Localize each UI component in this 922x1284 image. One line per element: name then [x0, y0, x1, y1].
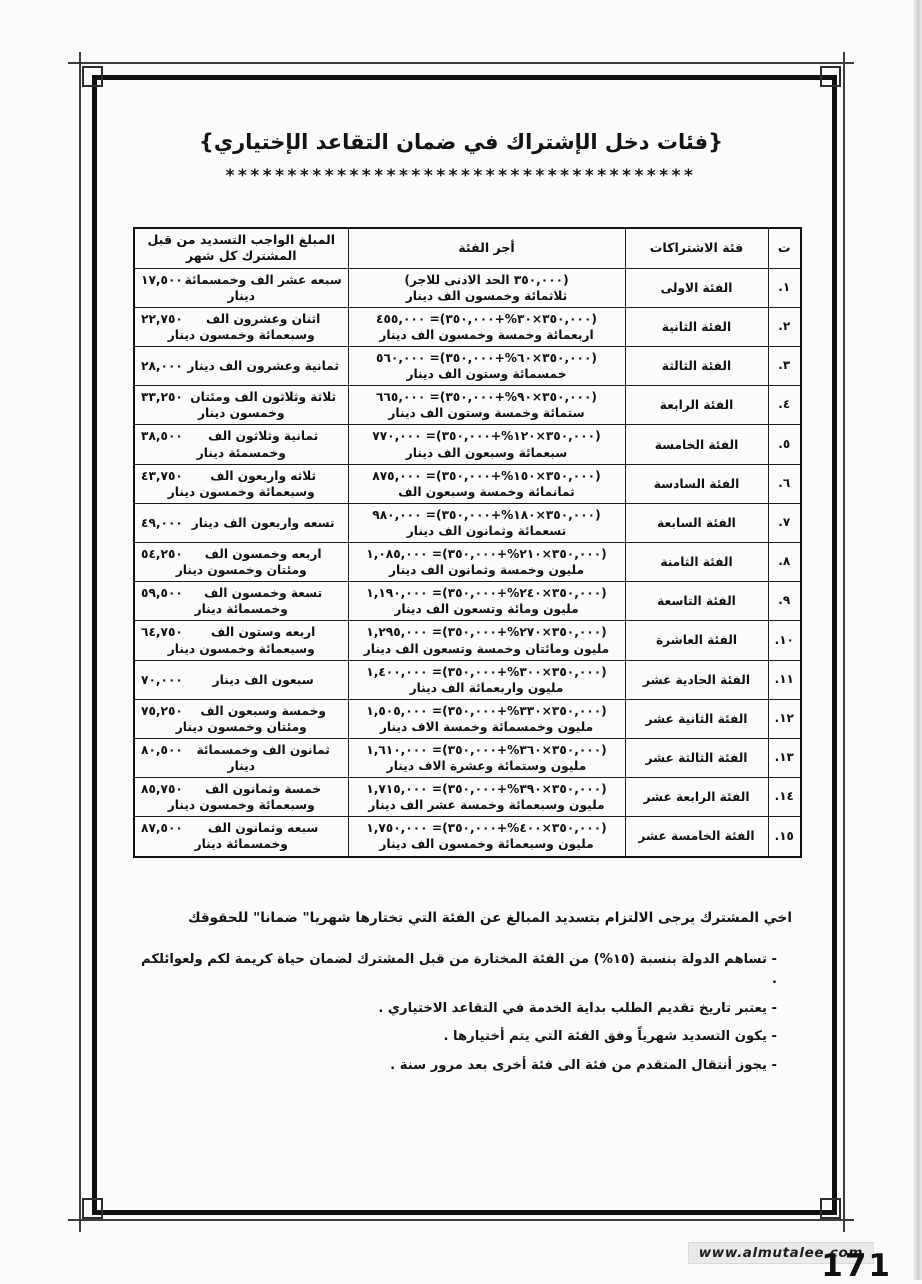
cell-row-number: .١١: [768, 660, 801, 699]
amount-value: ٣٣,٢٥٠: [141, 390, 183, 405]
note-item: - يعتبر تاريخ تقديم الطلب بداية الخدمة في التقاعد الاختياري .: [378, 1000, 777, 1016]
amount-words: ثمانون الف وخمسمائة دينار: [196, 742, 330, 774]
header-amount: المبلغ الواجب التسديد من قبل المشترك كل شهر: [134, 228, 348, 268]
border-thin-bottom-line: [68, 1219, 854, 1221]
cell-wage: [348, 307, 625, 346]
amount-value: ٤٩,٠٠٠: [141, 515, 183, 530]
cell-amount: [134, 425, 348, 464]
border-thin-left-line: [79, 52, 81, 1232]
wage-formula: (٣٥٠,٠٠٠×٣٩٠%+٣٥٠,٠٠٠)= ١,٧١٥,٠٠٠: [366, 782, 607, 797]
amount-value: ٧٠,٠٠٠: [141, 672, 183, 687]
cell-amount: [134, 543, 348, 582]
wage-words: ثمانمائة وخمسة وسبعون الف: [398, 484, 575, 499]
wage-words: مليون وسبعمائة وخمسة عشر الف دينار: [368, 798, 605, 813]
cell-row-number: .٢: [768, 307, 801, 346]
amount-value: ٢٢,٧٥٠: [141, 311, 183, 326]
table-row: [134, 425, 801, 464]
wage-formula: (٣٥٠,٠٠٠×٦٠%+٣٥٠,٠٠٠)= ٥٦٠,٠٠٠: [376, 351, 597, 366]
amount-words: سبعه عشر الف وخمسمائة دينار: [184, 272, 342, 303]
wage-formula: (٣٥٠,٠٠٠×١٥٠%+٣٥٠,٠٠٠)= ٨٧٥,٠٠٠: [372, 468, 601, 483]
amount-words: ثمانية وثلاثون الف وخمسمئة دينار: [196, 429, 319, 460]
table-row: [134, 699, 801, 738]
wage-words: مليون وخمسمائة وخمسة الاف دينار: [379, 719, 594, 734]
wage-formula: (٣٥٠,٠٠٠×٣٣٠%+٣٥٠,٠٠٠)= ١,٥٠٥,٠٠٠: [366, 703, 607, 718]
cell-wage: [348, 778, 625, 817]
cell-wage: [348, 699, 625, 738]
cell-row-number: .٤: [768, 386, 801, 425]
cell-amount: [134, 738, 348, 777]
cell-row-number: .١٤: [768, 778, 801, 817]
header-wage: أجر الفئة: [348, 228, 625, 268]
cell-category: الفئة الثالثة: [625, 347, 768, 386]
table-row: [134, 503, 801, 542]
table-row: [134, 660, 801, 699]
cell-wage: [348, 817, 625, 857]
border-corner-ornament-topright: [820, 66, 841, 87]
table-row: [134, 464, 801, 503]
cell-category: الفئة العاشرة: [625, 621, 768, 660]
cell-amount: [134, 582, 348, 621]
amount-value: ٢٨,٠٠٠: [141, 359, 183, 374]
wage-words: مليون ومائتان وخمسة وتسعون الف دينار: [363, 641, 610, 656]
table-row: [134, 817, 801, 857]
wage-formula: (٣٥٠,٠٠٠×٢١٠%+٣٥٠,٠٠٠)= ١,٠٨٥,٠٠٠: [366, 547, 607, 562]
cell-row-number: .١٣: [768, 738, 801, 777]
table-header: [134, 228, 801, 268]
cell-amount: [134, 386, 348, 425]
cell-row-number: .١٥: [768, 817, 801, 857]
table-row: [134, 386, 801, 425]
cell-category: الفئة السابعة: [625, 503, 768, 542]
table-row: [134, 738, 801, 777]
cell-wage: [348, 268, 625, 307]
header-category: فئة الاشتراكات: [625, 228, 768, 268]
wage-formula: (٣٥٠,٠٠٠×٩٠%+٣٥٠,٠٠٠)= ٦٦٥,٠٠٠: [376, 390, 597, 405]
cell-row-number: .١٢: [768, 699, 801, 738]
wage-words: تسعمائة وثمانون الف دينار: [406, 523, 567, 538]
wage-words: مليون وخمسة وثمانون الف دينار: [388, 563, 585, 578]
amount-words: ثلاثة وثلاثون الف ومئتان وخمسون دينار: [190, 390, 337, 421]
amount-value: ٣٨,٥٠٠: [141, 429, 183, 444]
table-row: [134, 543, 801, 582]
note-item: - يجوز أنتقال المتقدم من فئة الى فئة أخرى بعد مرور سنة .: [390, 1058, 777, 1074]
amount-words: سبعون الف دينار: [212, 672, 314, 687]
cell-row-number: .١: [768, 268, 801, 307]
scan-edge-shadow: [913, 0, 922, 1280]
title-asterisk-divider: **************************************: [225, 166, 697, 186]
wage-formula: (٣٥٠,٠٠٠×٣٦٠%+٣٥٠,٠٠٠)= ١,٦١٠,٠٠٠: [366, 742, 607, 757]
page-title: {فئات دخل الإشتراك في ضمان التقاعد الإختياري}: [198, 130, 724, 154]
amount-value: ٥٤,٢٥٠: [141, 547, 183, 562]
amount-words: خمسة وثمانون الف وسبعمائة وخمسون دينار: [167, 782, 322, 813]
cell-row-number: .٧: [768, 503, 801, 542]
table-row: [134, 268, 801, 307]
wage-formula: (٣٥٠,٠٠٠×٣٠%+٣٥٠,٠٠٠)= ٤٥٥,٠٠٠: [376, 311, 597, 326]
cell-amount: [134, 778, 348, 817]
wage-words: مليون وسبعمائة وخمسون الف دينار: [379, 837, 594, 852]
border-thin-top-line: [68, 62, 854, 64]
cell-wage: [348, 464, 625, 503]
amount-words: تسعة وخمسون الف وخمسمائة دينار: [194, 586, 323, 617]
table-header-row: [134, 228, 801, 268]
wage-words: ثلاثمائة وخمسون الف دينار: [405, 288, 568, 303]
wage-words: خمسمائة وستون الف دينار: [406, 367, 567, 382]
cell-category: الفئة السادسة: [625, 464, 768, 503]
cell-category: الفئة الخامسة عشر: [625, 817, 768, 857]
subscription-categories-table: [133, 227, 802, 858]
header-index: ت: [768, 228, 801, 268]
cell-amount: [134, 817, 348, 857]
cell-row-number: .٣: [768, 347, 801, 386]
wage-words: اربعمائة وخمسة وخمسون الف دينار: [379, 328, 594, 342]
amount-value: ٨٥,٧٥٠: [141, 782, 183, 797]
wage-words: مليون وستمائة وعشرة الاف دينار: [386, 759, 587, 774]
wage-formula: (٣٥٠,٠٠٠ الحد الادنى للاجر): [404, 272, 569, 287]
cell-row-number: .٦: [768, 464, 801, 503]
cell-amount: [134, 503, 348, 542]
cell-amount: [134, 621, 348, 660]
table-row: [134, 582, 801, 621]
cell-row-number: .١٠: [768, 621, 801, 660]
cell-wage: [348, 386, 625, 425]
note-item: - يكون التسديد شهرياً وفق الفئة التي يتم أختيارها .: [443, 1029, 777, 1045]
cell-category: الفئة الثامنة: [625, 543, 768, 582]
amount-value: ٧٥,٢٥٠: [141, 703, 183, 718]
amount-words: تسعه واربعون الف دينار: [191, 515, 335, 530]
wage-words: مليون ومائة وتسعون الف دينار: [394, 602, 579, 617]
amount-words: وخمسة وسبعون الف ومئتان وخمسون دينار: [175, 703, 326, 734]
cell-wage: [348, 582, 625, 621]
border-corner-ornament-bottomleft: [82, 1198, 103, 1219]
wage-formula: (٣٥٠,٠٠٠×٢٧٠%+٣٥٠,٠٠٠)= ١,٢٩٥,٠٠٠: [366, 625, 607, 640]
border-corner-ornament-bottomright: [820, 1198, 841, 1219]
amount-words: ثلاثه واربعون الف وسبعمائة وخمسون دينار: [167, 468, 317, 499]
amount-words: ثمانية وعشرون الف دينار: [187, 359, 339, 374]
cell-amount: [134, 347, 348, 386]
wage-formula: (٣٥٠,٠٠٠×٣٠٠%+٣٥٠,٠٠٠)= ١,٤٠٠,٠٠٠: [366, 664, 607, 679]
border-corner-ornament-topleft: [82, 66, 103, 87]
cell-category: الفئة الثانية عشر: [625, 699, 768, 738]
wage-words: ستمائة وخمسة وستون الف دينار: [388, 406, 585, 421]
cell-category: الفئة الرابعة: [625, 386, 768, 425]
notes-section: [133, 910, 792, 1085]
wage-formula: (٣٥٠,٠٠٠×٢٤٠%+٣٥٠,٠٠٠)= ١,١٩٠,٠٠٠: [366, 586, 607, 601]
cell-amount: [134, 464, 348, 503]
wage-formula: (٣٥٠,٠٠٠×٤٠٠%+٣٥٠,٠٠٠)= ١,٧٥٠,٠٠٠: [366, 821, 607, 836]
cell-amount: [134, 699, 348, 738]
wage-words: مليون واربعمائة الف دينار: [409, 680, 564, 695]
cell-wage: [348, 660, 625, 699]
amount-words: اربعه وستون الف وسبعمائة وخمسون دينار: [167, 625, 316, 656]
amount-words: سبعه وثمانون الف وخمسمائة دينار: [194, 821, 319, 852]
amount-words: اربعه وخمسون الف ومئتان وخمسون دينار: [175, 547, 322, 578]
cell-amount: [134, 660, 348, 699]
cell-row-number: .٨: [768, 543, 801, 582]
cell-wage: [348, 347, 625, 386]
cell-amount: [134, 268, 348, 307]
cell-category: الفئة الاولى: [625, 268, 768, 307]
cell-wage: [348, 543, 625, 582]
table-row: [134, 307, 801, 346]
cell-category: الفئة التاسعة: [625, 582, 768, 621]
cell-wage: [348, 425, 625, 464]
wage-formula: (٣٥٠,٠٠٠×١٢٠%+٣٥٠,٠٠٠)= ٧٧٠,٠٠٠: [372, 429, 601, 444]
cell-category: الفئة الثانية: [625, 307, 768, 346]
note-item: - تساهم الدولة بنسبة (١٥%) من الفئة المختارة من قبل المشترك لضمان حياة كريمة لكم ولعوائلكم .: [140, 952, 777, 987]
amount-value: ٨٧,٥٠٠: [141, 821, 183, 836]
cell-row-number: .٥: [768, 425, 801, 464]
table-row: [134, 347, 801, 386]
amount-value: ٤٣,٧٥٠: [141, 468, 183, 483]
cell-row-number: .٩: [768, 582, 801, 621]
table-row: [134, 621, 801, 660]
cell-wage: [348, 503, 625, 542]
amount-words: اثنان وعشرون الف وسبعمائة وخمسون دينار: [167, 311, 321, 342]
watermark: www.almutalee.com: [688, 1242, 874, 1264]
cell-category: الفئة الرابعة عشر: [625, 778, 768, 817]
amount-value: ١٧,٥٠٠: [141, 272, 183, 287]
border-thin-right-line: [843, 52, 845, 1232]
table-body: [134, 268, 801, 856]
notes-intro: اخي المشترك يرجى الالتزام بتسديد المبالغ عن الفئة التي تختارها شهريا" ضمانا" للحقوقك: [188, 910, 792, 926]
cell-wage: [348, 738, 625, 777]
cell-amount: [134, 307, 348, 346]
cell-category: الفئة الثالثة عشر: [625, 738, 768, 777]
cell-category: الفئة الحادية عشر: [625, 660, 768, 699]
amount-value: ٥٩,٥٠٠: [141, 586, 183, 601]
wage-words: سبعمائة وسبعون الف دينار: [405, 445, 568, 460]
amount-value: ٦٤,٧٥٠: [141, 625, 183, 640]
page-number: 171: [821, 1248, 892, 1284]
table-row: [134, 778, 801, 817]
wage-formula: (٣٥٠,٠٠٠×١٨٠%+٣٥٠,٠٠٠)= ٩٨٠,٠٠٠: [372, 507, 601, 522]
cell-wage: [348, 621, 625, 660]
amount-value: ٨٠,٥٠٠: [141, 742, 183, 757]
cell-category: الفئة الخامسة: [625, 425, 768, 464]
